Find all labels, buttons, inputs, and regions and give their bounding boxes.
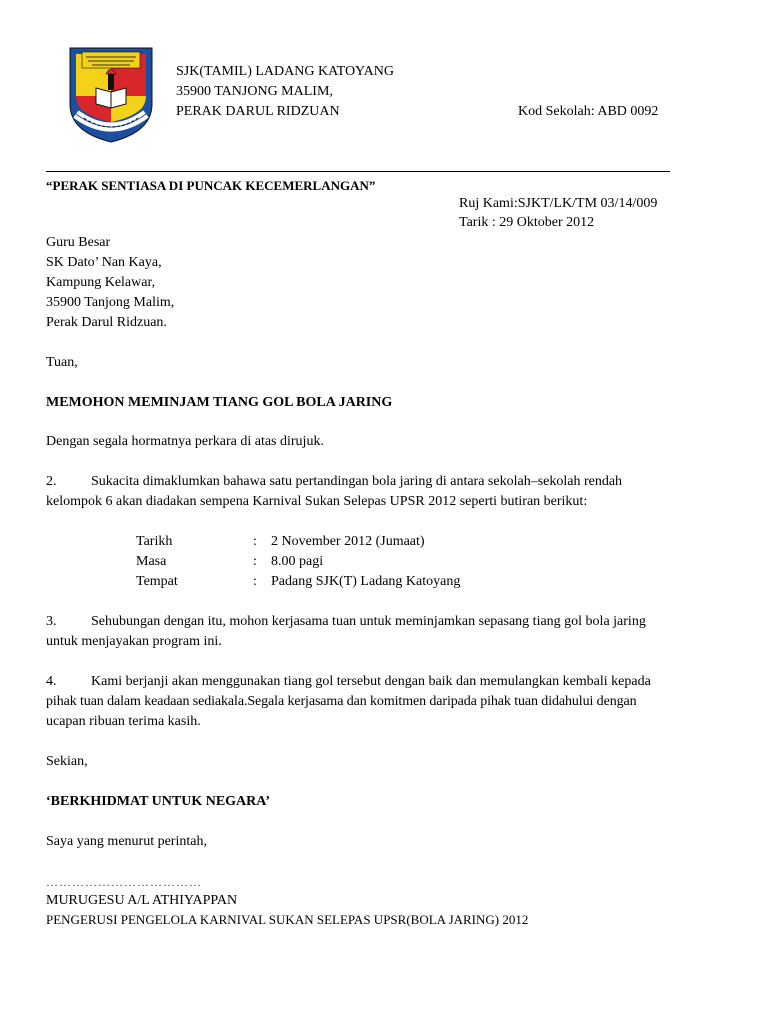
paragraph-number: 2. (46, 474, 57, 489)
closing-sekian: Sekian, (46, 754, 88, 769)
header-divider (46, 171, 670, 172)
letter-date: Tarik : 29 Oktober 2012 (459, 215, 595, 230)
closing-yours: Saya yang menurut perintah, (46, 834, 207, 849)
recipient-line: Kampung Kelawar, (46, 275, 156, 290)
letter-subject: MEMOHON MEMINJAM TIANG GOL BOLA JARING (46, 395, 393, 410)
reference-number: Ruj Kami:SJKT/LK/TM 03/14/009 (459, 196, 658, 211)
detail-value: 2 November 2012 (Jumaat) (271, 534, 425, 549)
paragraph-text: kelompok 6 akan diadakan sempena Karnival Sukan Selepas UPSR 2012 seperti butiran berikut: (46, 494, 588, 509)
closing-motto: ‘BERKHIDMAT UNTUK NEGARA’ (46, 794, 271, 809)
detail-separator: : (253, 574, 257, 589)
signatory-name: MURUGESU A/L ATHIYAPPAN (46, 893, 238, 908)
school-crest-icon (66, 44, 156, 144)
detail-separator: : (253, 534, 257, 549)
school-code: Kod Sekolah: ABD 0092 (518, 104, 659, 119)
detail-value: 8.00 pagi (271, 554, 324, 569)
paragraph-text: pihak tuan dalam keadaan sediakala.Segala kerjasama dan komitmen daripada pihak tuan didahului dengan (46, 694, 637, 709)
paragraph-number: 3. (46, 614, 57, 629)
detail-label: Masa (136, 554, 167, 569)
school-address-line2: PERAK DARUL RIDZUAN (176, 104, 340, 119)
recipient-line: SK Dato’ Nan Kaya, (46, 255, 162, 270)
paragraph-text: Kami berjanji akan menggunakan tiang gol tersebut dengan baik dan memulangkan kembali kepada (91, 674, 651, 689)
paragraph-text: untuk menjayakan program ini. (46, 634, 222, 649)
salutation: Tuan, (46, 355, 78, 370)
state-motto: “PERAK SENTIASA DI PUNCAK KECEMERLANGAN” (46, 178, 376, 193)
detail-separator: : (253, 554, 257, 569)
detail-label: Tempat (136, 574, 178, 589)
school-address-line1: 35900 TANJONG MALIM, (176, 84, 333, 99)
detail-label: Tarikh (136, 534, 173, 549)
paragraph-text: Sehubungan dengan itu, mohon kerjasama tuan untuk meminjamkan sepasang tiang gol bola jaring (91, 614, 646, 629)
recipient-line: Guru Besar (46, 235, 111, 250)
signature-line: ……………………………… (46, 875, 202, 889)
paragraph-number: 4. (46, 674, 57, 689)
paragraph-text: ucapan ribuan terima kasih. (46, 714, 201, 729)
recipient-line: Perak Darul Ridzuan. (46, 315, 167, 330)
paragraph-text: Sukacita dimaklumkan bahawa satu pertandingan bola jaring di antara sekolah–sekolah rendah (91, 474, 623, 489)
recipient-line: 35900 Tanjong Malim, (46, 295, 175, 310)
opening-line: Dengan segala hormatnya perkara di atas dirujuk. (46, 434, 324, 449)
detail-value: Padang SJK(T) Ladang Katoyang (271, 574, 461, 589)
signatory-title: PENGERUSI PENGELOLA KARNIVAL SUKAN SELEPAS UPSR(BOLA JARING) 2012 (46, 912, 529, 927)
school-name: SJK(TAMIL) LADANG KATOYANG (176, 64, 394, 79)
